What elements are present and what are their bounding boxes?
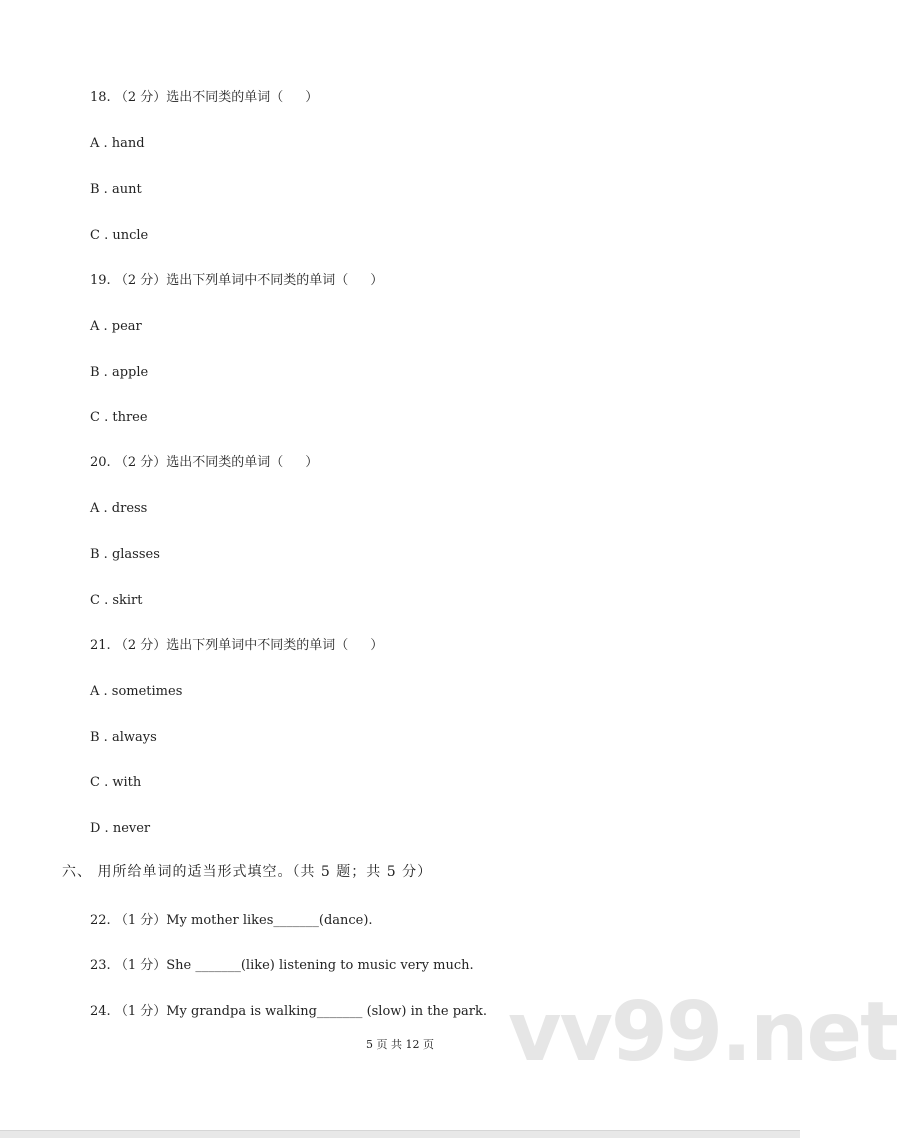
option-18-c: C . uncle: [90, 228, 149, 243]
question-text: My mother likes_______(dance).: [166, 913, 373, 928]
question-points: （2 分）: [114, 273, 167, 288]
question-number: 23.: [90, 958, 111, 973]
question-points: （2 分）: [114, 455, 167, 470]
question-paren-close: ）: [305, 455, 319, 470]
question-prompt: 选出下列单词中不同类的单词（: [166, 273, 349, 288]
question-number: 20.: [90, 455, 111, 470]
option-21-d: D . never: [90, 821, 151, 836]
section-six-heading: 六、 用所给单词的适当形式填空。（共 5 题；共 5 分）: [62, 864, 433, 880]
question-paren-close: ）: [370, 638, 384, 653]
watermark: vv99.net: [508, 985, 897, 1080]
question-prompt: 选出下列单词中不同类的单词（: [166, 638, 349, 653]
question-number: 19.: [90, 273, 111, 288]
question-prompt: 选出不同类的单词（: [166, 90, 284, 105]
option-18-a: A . hand: [90, 136, 145, 151]
question-points: （2 分）: [114, 638, 167, 653]
option-20-b: B . glasses: [90, 547, 160, 562]
question-number: 22.: [90, 913, 111, 928]
question-21-stem: [90, 637, 383, 655]
option-19-b: B . apple: [90, 365, 149, 380]
question-19-stem: [90, 272, 383, 290]
question-number: 18.: [90, 90, 111, 105]
question-23: [90, 957, 474, 975]
option-21-a: A . sometimes: [90, 684, 183, 699]
option-19-a: A . pear: [90, 319, 142, 334]
question-points: （1 分）: [114, 913, 167, 928]
question-text: She _______(like) listening to music very much.: [166, 958, 474, 973]
option-18-b: B . aunt: [90, 182, 142, 197]
page-bottom-edge: [0, 1130, 800, 1138]
question-18-stem: [90, 89, 318, 107]
question-number: 24.: [90, 1004, 111, 1019]
question-number: 21.: [90, 638, 111, 653]
question-paren-close: ）: [370, 273, 384, 288]
question-text: My grandpa is walking_______ (slow) in the park.: [166, 1004, 488, 1019]
option-20-a: A . dress: [90, 501, 148, 516]
question-22: [90, 912, 373, 930]
page-number-footer: 5 页 共 12 页: [366, 1038, 434, 1051]
option-21-c: C . with: [90, 775, 142, 790]
question-prompt: 选出不同类的单词（: [166, 455, 284, 470]
option-21-b: B . always: [90, 730, 157, 745]
option-20-c: C . skirt: [90, 593, 143, 608]
option-19-c: C . three: [90, 410, 148, 425]
question-24: [90, 1003, 487, 1021]
question-paren-close: ）: [305, 90, 319, 105]
question-points: （1 分）: [114, 958, 167, 973]
question-points: （2 分）: [114, 90, 167, 105]
question-20-stem: [90, 454, 318, 472]
question-points: （1 分）: [114, 1004, 167, 1019]
